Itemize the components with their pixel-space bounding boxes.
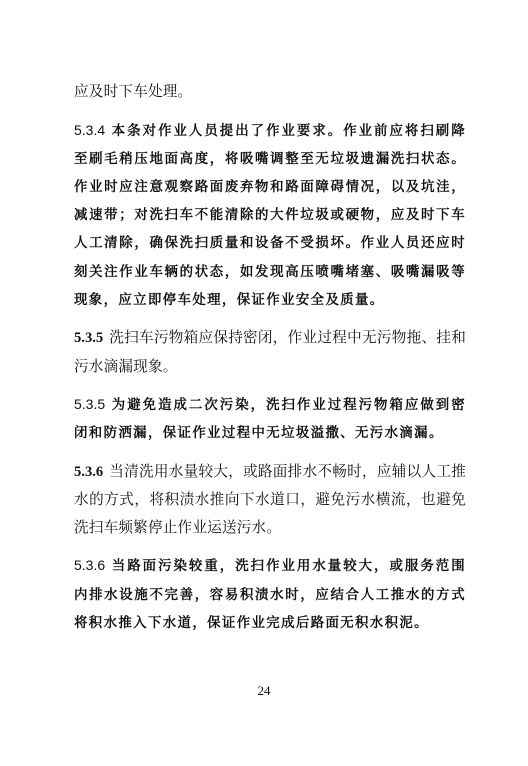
paragraph-explanation-5-3-4	[74, 116, 466, 314]
paragraph-text: 当路面污染较重，洗扫作业用水量较大，或服务范围内排水设施不完善，容易积渍水时，应结合人工推水的方式将积水推入下水道，保证作业完成后路面无积水积泥。	[74, 558, 466, 631]
paragraph-explanation-5-3-6	[74, 551, 466, 637]
paragraph-continuation	[74, 78, 466, 106]
paragraph-text: 应及时下车处理。	[74, 83, 193, 100]
clause-number: 5.3.4	[74, 121, 106, 138]
clause-number: 5.3.5	[74, 396, 106, 413]
clause-number: 5.3.6	[74, 557, 106, 574]
clause-number: 5.3.6	[74, 463, 104, 480]
paragraph-explanation-5-3-5	[74, 390, 466, 447]
paragraph-text: 当清洗用水量较大，或路面排水不畅时，应辅以人工推水的方式，将积渍水推向下水道口，避免污水横流，也避免洗扫车频繁停止作业运送污水。	[74, 462, 466, 536]
paragraph-text: 本条对作业人员提出了作业要求。作业前应将扫刷降至刷毛稍压地面高度，将吸嘴调整至无垃圾遗漏洗扫状态。作业时应注意观察路面废弃物和路面障碍情况，以及坑洼，减速带；对洗扫车不能清除的大件垃圾或硬物，应及时下车人工清除，确保洗扫质量和设备不受损坏。作业人员还应时刻关注作业车辆的状态，如发现高压喷嘴堵塞、吸嘴漏吸等现象，应立即停车处理，保证作业安全及质量。	[74, 122, 466, 308]
paragraph-clause-5-3-6	[74, 458, 466, 542]
clause-number: 5.3.5	[74, 330, 104, 347]
page-number: 24	[257, 683, 271, 698]
paragraph-text: 为避免造成二次污染，洗扫作业过程污物箱应做到密闭和防洒漏，保证作业过程中无垃圾溢撒、无污水滴漏。	[74, 397, 466, 442]
paragraph-clause-5-3-5	[74, 324, 466, 380]
document-body	[74, 78, 466, 647]
paragraph-text: 洗扫车污物箱应保持密闭，作业过程中无污物拖、挂和污水滴漏现象。	[74, 329, 466, 375]
